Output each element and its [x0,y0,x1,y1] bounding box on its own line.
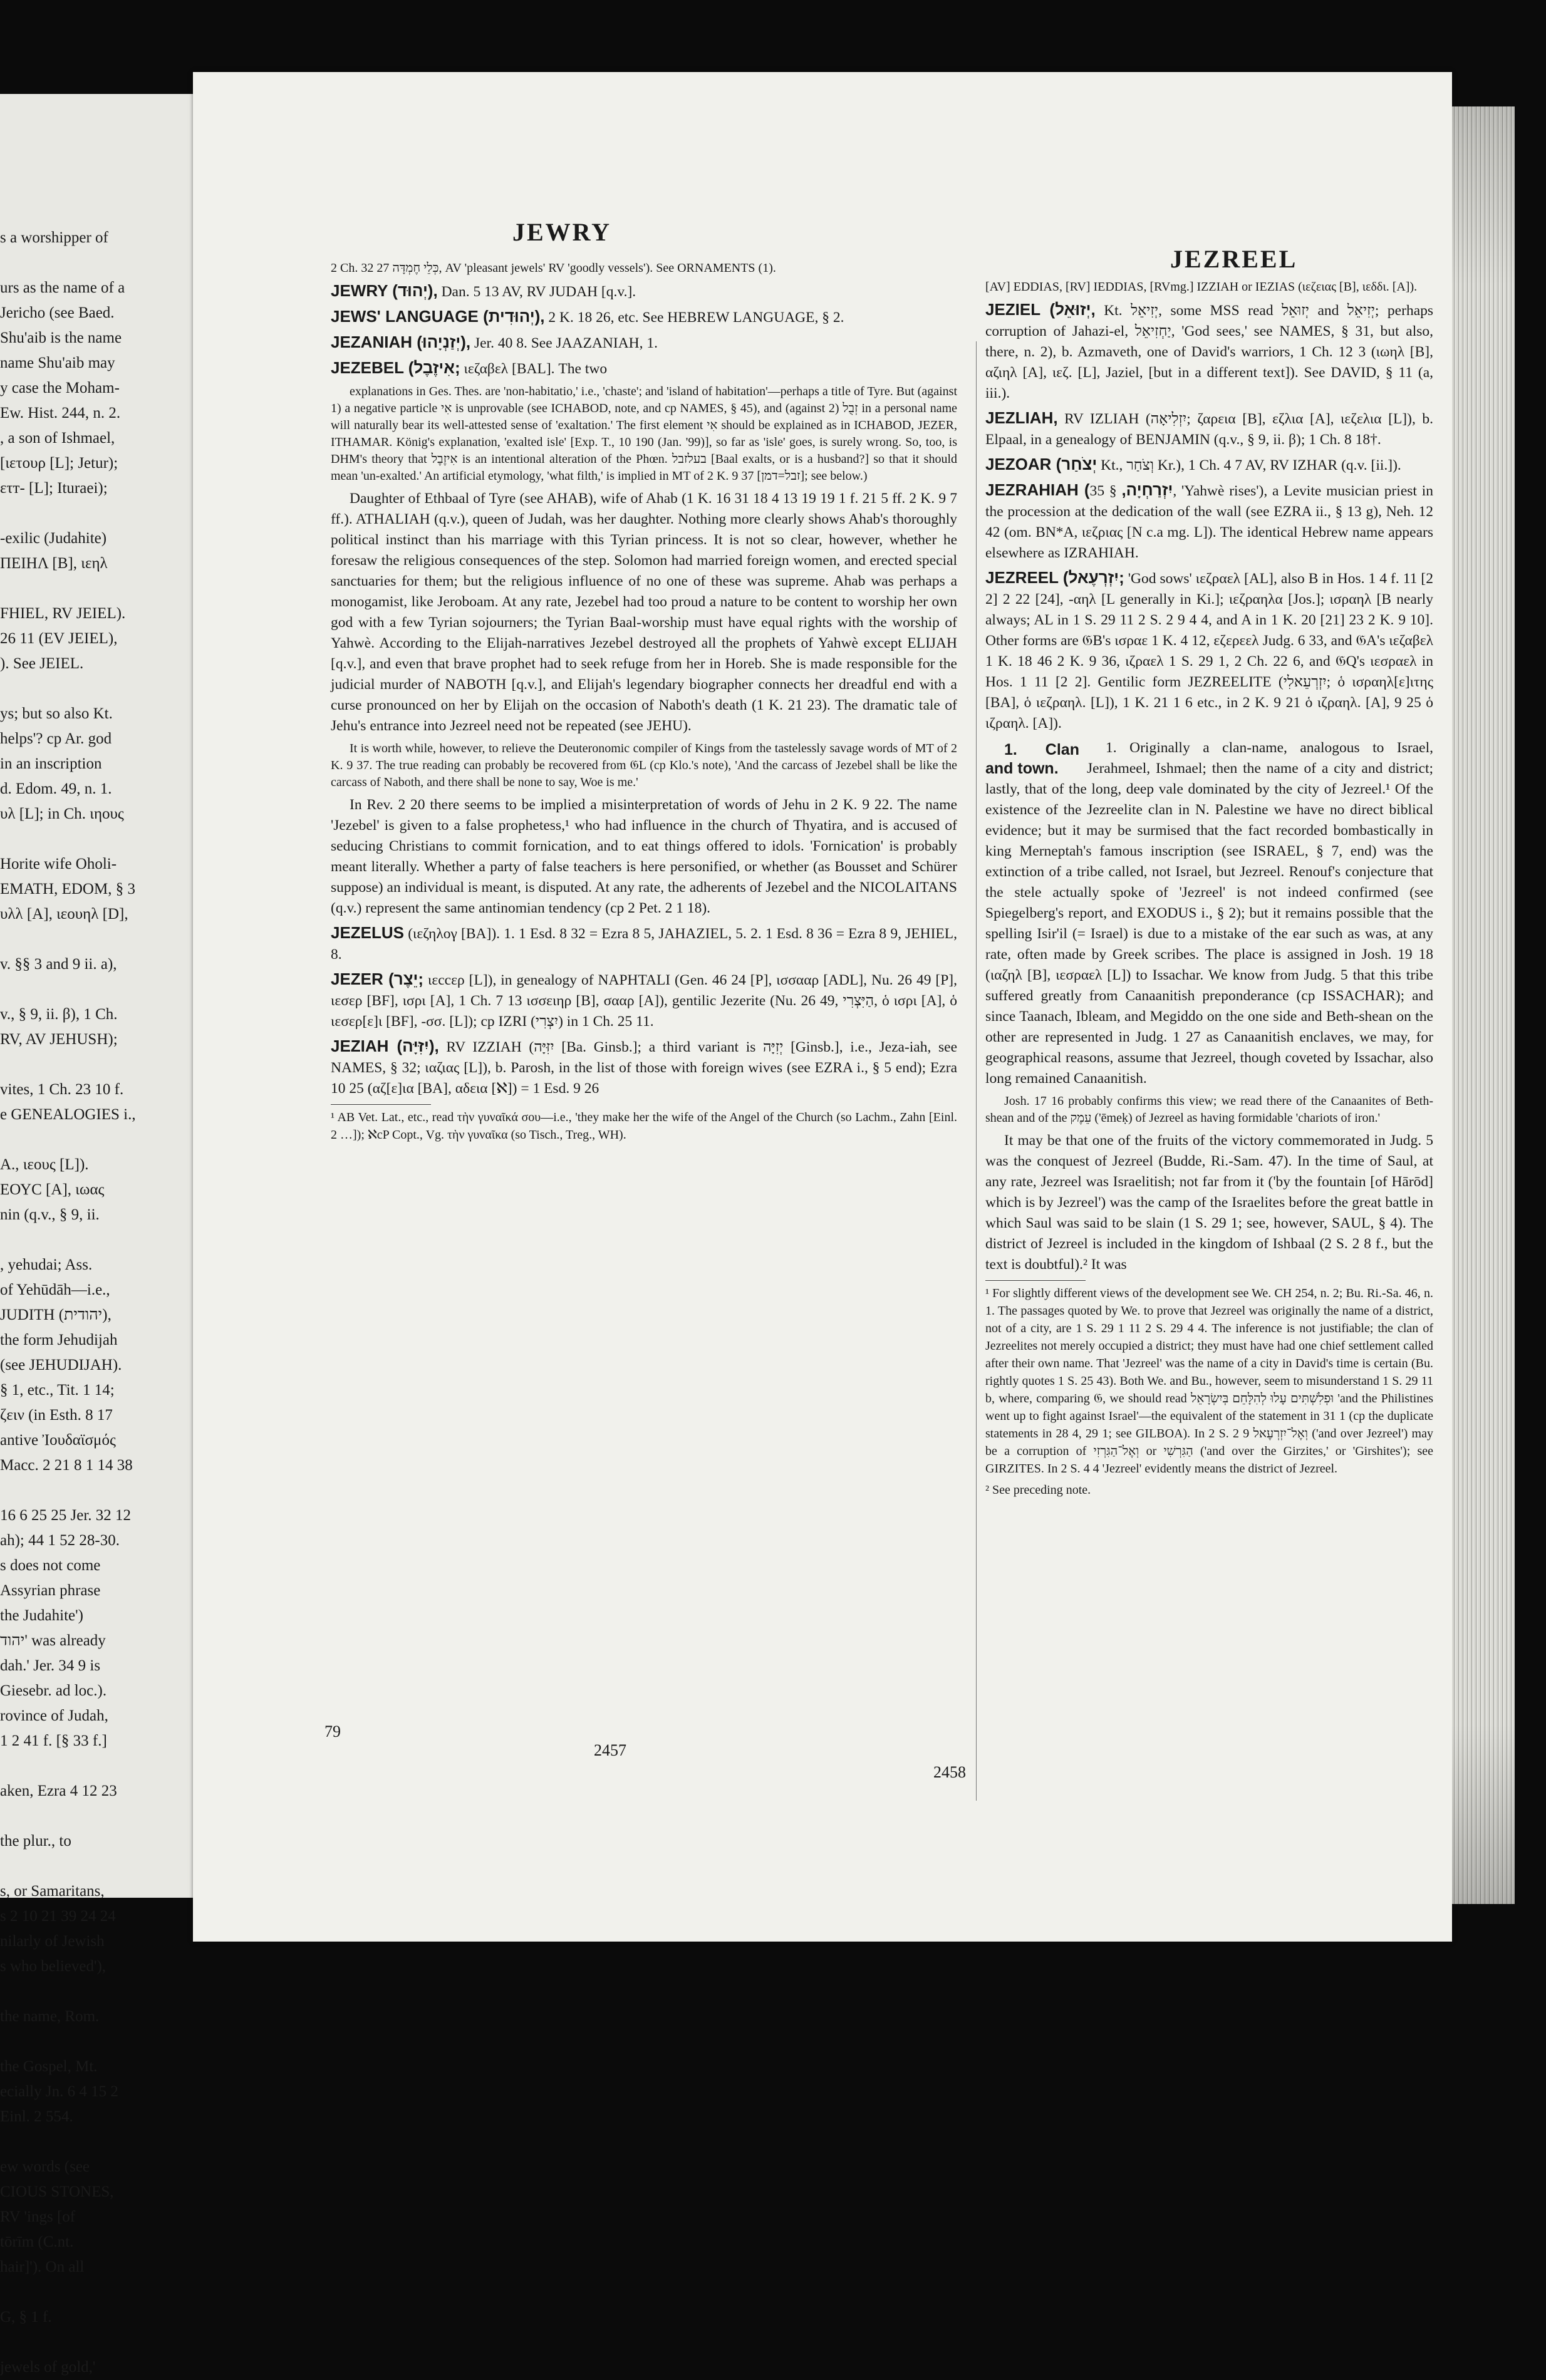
left-page-line: e GENEALOGIES i., [0,1106,136,1123]
running-header-left: JEWRY [512,218,612,246]
left-page-line: antive Ἰουδαϊσμός [0,1432,116,1449]
left-page-line: s who believed'), [0,1958,106,1975]
entry-jews-language-text: 2 K. 18 26, etc. See HEBREW LANGUAGE, § 2. [544,309,844,326]
left-page-line: [ιετουρ [L]; Jetur); [0,455,118,472]
left-page-line: 26 11 (EV JEIEL), [0,630,118,647]
left-page-line: rovince of Judah, [0,1707,108,1724]
footnote-rule-right [985,1280,1086,1281]
left-page-line [0,2280,222,2305]
headword-jeziel: JEZIEL (יְזוּאֵל, [985,300,1096,319]
left-page-line: Einl. 2 554. [0,2108,73,2125]
headword-jezelus: JEZELUS [331,923,405,942]
left-page-line: vites, 1 Ch. 23 10 f. [0,1081,124,1098]
left-page-line: RV 'ings [of [0,2208,76,2225]
left-page-line: FHIEL, RV JEIEL). [0,605,126,622]
entry-jezliah-text: RV IZLIAH (יִזְלִיאָה; ζαρεια [B], εζλια [A], ιεζελια [L]), b. Elpaal, in a genealogy of BENJAMIN (q.v., § 9, ii. β); 1 Ch. 8 18†. [985,411,1434,448]
entry-jezaniah-text: Jer. 40 8. See JAAZANIAH, 1. [470,335,658,351]
entry-jeziah-text: RV IZZIAH (יִזִּיָּה [Ba. Ginsb.]; a third variant is יְזִיָּה [Ginsb.], i.e., Jeza-iah, see NAMES, § 32; ιαζιας [L]), b. Parosh, in the list of those with foreign wives (see EZRA i., § 5 end); Ezra 10 25 (αζ[ε]ια [BA], αδεια [ℵ]) = 1 Esd. 9 26 [331,1039,958,1097]
entry-jezoar [985,454,1433,476]
left-page-line: dah.' Jer. 34 9 is [0,1657,101,1674]
left-page-line: Horite wife Oholi- [0,856,117,872]
left-page-line: ΕΟΥC [A], ιωας [0,1181,105,1198]
left-page-line: ys; but so also Kt. [0,705,113,722]
left-column [331,260,957,1147]
entry-jezebel [331,358,957,380]
left-page-line: s, or Samaritans, [0,1883,105,1900]
right-column [985,279,1433,1503]
entry-jeziah [331,1036,957,1099]
footnote-right-2: ² See preceding note. [985,1483,1091,1497]
left-page-line: -exilic (Judahite) [0,530,107,547]
entry-jezreel [985,567,1433,734]
left-page-line: hair]'). On all [0,2258,85,2275]
running-header-right: JEZREEL [1170,245,1298,273]
jezebel-etymology-note: explanations in Ges. Thes. are 'non-habitatio,' i.e., 'chaste'; and 'island of habitation'—perhaps a title of Tyre. But (against 1) a negative particle אִי is unprovable (see ICHABOD, note, and cp NAMES, § 45), and (against 2) זְבֻל in a personal name will naturally bear its well-attested sense of 'exaltation.' The first element אִי should be explained as in ICHABOD, JEZER, ITHAMAR. König's explanation, 'exalted isle' [Exp. T., 10 190 (Jan. '99)], so far as 'isle' goes, is surely wrong. So, too, is DHM's theory that אִיזֶבֶל is an intentional alteration of the Phœn. בעלזבל [Baal exalts, or is a husband?] so that it should mean 'un-exalted.' An artificial etymology, 'what filth,' is implied in MT of 2 K. 9 37 [זבל=דמן]; see below.) [331,385,958,483]
page-number-right: 2458 [933,1763,966,1781]
left-page-line: CIOUS STONES, [0,2183,114,2200]
left-page-line [0,1127,222,1152]
left-page-line [0,927,222,952]
left-page-line: in an inscription [0,755,102,772]
left-page-line: ζειν (in Esth. 8 17 [0,1407,113,1424]
left-page-line: Jericho (see Baed. [0,304,115,321]
left-page-line: (see JEHUDIJAH). [0,1357,122,1374]
left-page-line: , yehudai; Ass. [0,1256,93,1273]
entry-jezoar-text: Kt., וְצֹחַר Kr.), 1 Ch. 4 7 AV, RV IZHAR (q.v. [ii.]). [1097,457,1401,473]
headword-jewry: JEWRY (יְהוּד), [331,281,438,300]
left-page-line: , a son of Ishmael, [0,430,115,447]
left-page-line: nilarly of Jewish [0,1933,105,1950]
left-page-line: v., § 9, ii. β), 1 Ch. [0,1006,118,1023]
entry-jezrahiah-text: § 35, 'Yahwè rises'), a Levite musician priest in the procession at the dedication of the wall (see EZRA ii., § 13 g), Neh. 12 42 (om. BN*A, ιεζριας [N c.a mg. L]). The identical Hebrew name appears elsewhere as IZRAHIAH. [985,483,1433,561]
entry-jezelus-text: (ιεζηλογ [BA]). 1. 1 Esd. 8 32 = Ezra 8 5, JAHAZIEL, 5. 2. 1 Esd. 8 36 = Ezra 8 9, JEHIEL, 8. [331,926,957,963]
left-page-line [0,2330,222,2355]
left-page-line: the form Jehudijah [0,1332,118,1348]
entry-jezrahiah [985,480,1433,564]
left-page-line: יהוד' was already [0,1632,106,1649]
headword-jezliah: JEZLIAH, [985,408,1058,427]
left-page-line [0,827,222,852]
left-page-line: d. Edom. 49, n. 1. [0,780,112,797]
entry-jews-language [331,306,957,328]
left-page-line [0,1754,222,1779]
headword-jezoar: JEZOAR (יְצֹחַר [985,455,1097,473]
left-page-line: 16 6 25 25 Jer. 32 12 [0,1507,132,1524]
left-page-text [0,225,222,2380]
entry-jewry [331,281,957,303]
column-divider [976,341,977,1801]
entry-jewry-text: Dan. 5 13 AV, RV JUDAH [q.v.]. [437,284,636,300]
clan-and-town-text: 1. Originally a clan-name, analogous to Israel, Jerahmeel, Ishmael; then the name of a city and district; lastly, that of the long, deep vale dominated by the city of Jezreel.¹ Of the existence of the Jezreelite clan in N. Palestine we have no direct biblical evidence; but it may be surmised that the fact recorded bombastically in king Merneptah's famous inscription (see ISRAEL, § 7, end) was the extinction of a tribe called, not Israel, but Jezreel. Renouf's conjecture that the stele actually spoke of 'Jezreel' is not indeed confirmed (see Spiegelberg's report, and EXODUS i., § 2); but it remains possible that the spelling Isir'il (= Israel) is due to a mistake of the ear such as was, at any rate, often made by Greek scribes. The place is assigned in Josh. 19 18 (ιαζηλ [B], ιεσραελ [L]) to Issachar. We know from Judg. 5 that this tribe suffered greatly from Canaanitish preponderance (cp ISSACHAR); and since Taanach, Ibleam, and Megiddo on the one side and Beth-shean on the other are represented in Judg. 1 27 as Canaanitish enclaves, we may, for geographical reasons, assume that Jezreel, though coveted by Issachar, also long remained Canaanitish. [985,740,1433,1087]
clan-and-town-paragraph [985,738,1433,1089]
left-page-line: ah); 44 1 52 28-30. [0,1532,120,1549]
left-page-line: jewels of gold,' [0,2359,96,2376]
headword-jezrahiah: JEZRAHIAH (יִזְרַחְיָה, [985,480,1173,499]
left-page-line: helps'? cp Ar. god [0,730,112,747]
left-page-line: the Judahite') [0,1607,83,1624]
left-page-line [0,1804,222,1829]
headword-jews-language: JEWS' LANGUAGE (יְהוּדִית), [331,307,545,326]
left-page-line: υλ [L]; in Ch. ιηους [0,805,124,822]
left-page-line: A., ιεους [L]). [0,1156,89,1173]
left-page-line: 1 2 41 f. [§ 33 f.] [0,1732,107,1749]
headword-jezer: JEZER (יֵצֶר; [331,970,424,988]
entry-jezer-text: ιεccερ [L]), in genealogy of NAPHTALI (Gen. 46 24 [P], ισσααρ [ADL], Nu. 26 49 [P], ιεσερ [BF], ισρι [A], 1 Ch. 7 13 ισσειηρ [B], σααρ [A]), gentilic Jezerite (Nu. 26 49, הַיִּצְרִי, ὁ ισρι [A], ὁ ιεσερ[ε]ι [BF], -σσ. [L]); cp IZRI (יִצְרִי) in 1 Ch. 25 11. [331,972,957,1030]
left-page-line: urs as the name of a [0,279,125,296]
left-page-line: of Yehūdāh—i.e., [0,1281,110,1298]
left-page-line [0,576,222,601]
entry-jezaniah [331,332,957,354]
jezebel-revelation-text: In Rev. 2 20 there seems to be implied a misinterpretation of words of Jehu in 2 K. 9 22. The name 'Jezebel' is given to a false prophetess,¹ who had influence in the church of Thyatira, and is accused of seducing Christians to commit fornication, and to eat things offered to idols. 'Fornication' is probably meant literally. Whether a party of false teachers is here personified, or whether (as Bousset and Schürer suppose) an individual is meant, is disputed. At any rate, the adherents of Jezebel and the NICOLAITANS (q.v.) represent the same antinomian tendency (cp 2 Pet. 2 1 18). [331,797,957,916]
footnote-rule [331,1104,431,1105]
left-page-line: ecially Jn. 6 4 15 2 [0,2083,118,2100]
left-page-line: Assyrian phrase [0,1582,101,1599]
left-page-line: name Shu'aib may [0,354,115,371]
left-page-line [0,1979,222,2004]
entry-jeziel [985,299,1433,404]
footnote-right-1: ¹ For slightly different views of the development see We. CH 254, n. 2; Bu. Ri.-Sa. 46, n. 1. The passages quoted by We. to prove that Jezreel was originally the name of a district, not of a city, are 1 S. 29 1 11 2 S. 29 4 4. The inference is not justifiable; the clan of Jezreelites not merely occupied a district; they must have had one chief settlement called after their own name. That 'Jezreel' was the name of a city in David's time is certain (Bu. rightly quotes 1 S. 25 43). Both We. and Bu., however, seem to misunderstand 1 S. 29 11 b, where, comparing 𝔊, we should read וּפְלִשְׁתִּים עָלוּ לְהִלָּחֵם בְּיִשְׂרָאֵל 'and the Philistines went up to fight against Israel'—the equivalent of the statement in 31 1 (cp the duplicate statements in 28 4, 29 1; see GILBOA). In 2 S. 2 9 וְאֶל־יִזְרְעֶאל ('and over Jezreel') may be a corruption of וְאֶל־הַגִּרְזִי or הַגִּרְשִׁי ('and over the Girzites,' or 'Girshites'); see GIRZITES. In 2 S. 4 4 'Jezreel' evidently means the district of Jezreel. [985,1286,1433,1476]
headword-jeziah: JEZIAH (יִזִּיָּה), [331,1037,439,1055]
left-page-line: the name, Rom. [0,2008,100,2025]
left-page-line [0,676,222,701]
left-page-line [0,1228,222,1253]
left-page-line: RV, AV JEHUSH); [0,1031,118,1048]
left-page-line: ΠΕΙΗΛ [B], ιεηλ [0,555,108,572]
jeziah-continuation: [AV] EDDIAS, [RV] IEDDIAS, [RVmg.] IZZIAH or IEZIAS (ιεζειας [B], ιεδδι. [A]). [985,280,1418,294]
left-page-line: EMATH, EDOM, § 3 [0,881,135,898]
left-page-line: G, § 1 f. [0,2309,52,2326]
entry-jezreel-text: 'God sows' ιεζραελ [AL], also B in Hos. 1 4 f. 11 [2 2] 2 22 [24], -αηλ [L generally in Ki.]; ιεζραηλα [Jos.]; ισραηλ [B nearly always; AL in 1 S. 29 11 2 S. 2 9 4 4, and A in 1 K. 20 [21] 23 2 K. 9 10]. Other forms are 𝔊B's ισραε 1 K. 4 12, εζερεελ Judg. 6 33, and 𝔊A's ιεζαβελ 1 K. 18 46 2 K. 9 36, ιζραελ 1 S. 29 1, 2 Ch. 22 6, and 𝔊Q's ιεσραελ in Hos. 1 11 [2 2]. Gentilic form JEZREELITE (יִזְרְעֵאלִי; ὁ ισραηλ[ε]ιτης [BA], ὁ ιεζραηλ. [L]), 1 K. 21 1 6 etc., in 2 K. 9 21 ὁ ιζραηλ. [A], 9 25 ὁ ιζραηλ. [A]). [985,571,1434,732]
left-page-line [0,2129,222,2155]
left-page-line: § 1, etc., Tit. 1 14; [0,1382,115,1399]
left-page-line [0,1052,222,1077]
left-page-line: the Gospel, Mt. [0,2058,98,2075]
left-page-line: y case the Moham- [0,380,120,396]
left-page-line: tōrīm (C.nt. [0,2233,74,2250]
left-page-line: s 2 10 21 39 24 24 [0,1908,116,1925]
jewry-continuation: 2 Ch. 32 27 כְּלֵי חֶמְדָּה, AV 'pleasant jewels' RV 'goodly vessels'). See ORNAMENTS (1). [331,261,776,275]
left-page-line: nin (q.v., § 9, ii. [0,1206,100,1223]
left-page-line [0,251,222,276]
left-page-line: aken, Ezra 4 12 23 [0,1782,117,1799]
left-page-line [0,2029,222,2054]
victory-paragraph: It may be that one of the fruits of the victory commemorated in Judg. 5 was the conquest of Jezreel (Budde, Ri.-Sam. 47). In the time of Saul, at any rate, Jezreel was Israelitish; not far from it ('by the fountain [of Hārōd] which is by Jezreel') was the camp of the Israelites before the great battle in which Saul was said to be slain (1 S. 29 1; see, however, SAUL, § 4). The district of Jezreel is included in the kingdom of Ishbaal (2 S. 2 8 f., but the text is doubtful).² It was [985,1132,1433,1273]
left-page-line [0,501,222,526]
headword-jezreel: JEZREEL (יִזְרְעֶאל; [985,568,1124,587]
left-page-line [0,977,222,1002]
left-page-line: ετт- [L]; Ituraei); [0,480,108,497]
left-page-line: s a worshipper of [0,229,108,246]
left-page-line: JUDITH (יהודית), [0,1306,112,1323]
left-page-line: Shu'aib is the name [0,329,122,346]
jezebel-main-text: Daughter of Ethbaal of Tyre (see AHAB), wife of Ahab (1 K. 16 31 18 4 13 19 19 1 f. 21 5 ff. 2 K. 9 7 ff.). ATHALIAH (q.v.), queen of Judah, was her daughter. Nothing more clearly shows Ahab's thoroughly political instinct than his marriage with this Tyrian princess. It is not so clear, however, whether he foresaw the religious consequences of the step. Solomon had married foreign women, and erected special sanctuaries for them; but the religious influence of no one of these was supreme. Ahab was perhaps a monogamist, like Jeroboam. At any rate, Jezebel had too proud a nature to be content to worship her own god with a few Tyrian sojourners; the Tyrian Baal-worship must have equal rights with the worship of Yahwè. According to the Elijah-narratives Jezebel destroyed all the prophets of Yahwè except ELIJAH [q.v.], and even that brave prophet had to seek refuge from her in Horeb. She is made responsible for the judicial murder of NABOTH [q.v.], and Elijah's legendary biographer connects her dreadful end with a curse pronounced on her by Elijah on the occasion of Naboth's death (1 K. 21 23). The dramatic tale of Jehu's entrance into Jezreel need not be repeated (see JEHU). [331,490,957,734]
entry-jezliah [985,408,1433,450]
left-page-line: the plur., to [0,1833,71,1850]
left-page-line [0,1854,222,1879]
headword-jezebel: JEZEBEL (אִיזֶבֶל; [331,358,460,377]
entry-jeziel-text: Kt. יְזִיאֵל, some MSS read יְזוּאֵל and יְזִיאֵל; perhaps corruption of Jahazi-el, יַחְזִיאֵל, 'God sees,' see NAMES, § 31, but also, there, n. 2), b. Azmaveth, one of David's warriors, 1 Ch. 12 3 (ιωηλ [B], αζιηλ [A], ιεζ. [L], Jaziel, [but in a different text]). See DAVID, § 11 (a, iii.). [985,303,1434,401]
left-page-line: ). See JEIEL. [0,655,84,672]
jezebel-note: It is worth while, however, to relieve the Deuteronomic compiler of Kings from the tastelessly savage words of MT of 2 K. 9 37. The true reading can probably be recovered from 𝔊L (cp Klo.'s note), 'And the carcass of Jezebel shall be like the carcass of Naboth, and there shall be none to say, Woe is me.' [331,742,957,789]
page-number-left: 2457 [594,1741,626,1759]
left-page-line [0,1478,222,1503]
entry-jezer [331,969,957,1032]
left-page-line: υλλ [A], ιεουηλ [D], [0,906,128,923]
footnote-left: ¹ AB Vet. Lat., etc., read τὴν γυναῖκά σου—i.e., 'they make her the wife of the Angel of the Church (so Lachm., Zahn [Einl. 2 …]); ℵcP Copt., Vg. τὴν γυναῖκα (so Tisch., Treg., WH). [331,1110,957,1142]
left-page-line: Macc. 2 21 8 1 14 38 [0,1457,133,1474]
left-page-line: Ew. Hist. 244, n. 2. [0,405,121,422]
headword-jezaniah: JEZANIAH (יְזַנְיָהוּ), [331,333,471,351]
section-label-clan-and-town: 1. Clan and town. [985,741,1079,777]
left-page-line: v. §§ 3 and 9 ii. a), [0,956,117,973]
left-page-line: Giesebr. ad loc.). [0,1682,107,1699]
left-page-line: ew words (see [0,2158,90,2175]
entry-jezebel-text: ιεζαβελ [BAL]. The two [460,361,608,377]
left-page-line: s does not come [0,1557,101,1574]
main-page [193,72,1452,1942]
book-page-edges [1452,106,1515,1904]
entry-jezelus [331,923,957,965]
column-number: 79 [324,1722,341,1741]
clan-note: Josh. 17 16 probably confirms this view; we read there of the Canaanites of Beth-shean and of the עֵמֶק ('ēmeḳ) of Jezreel as having formidable 'chariots of iron.' [985,1094,1433,1125]
